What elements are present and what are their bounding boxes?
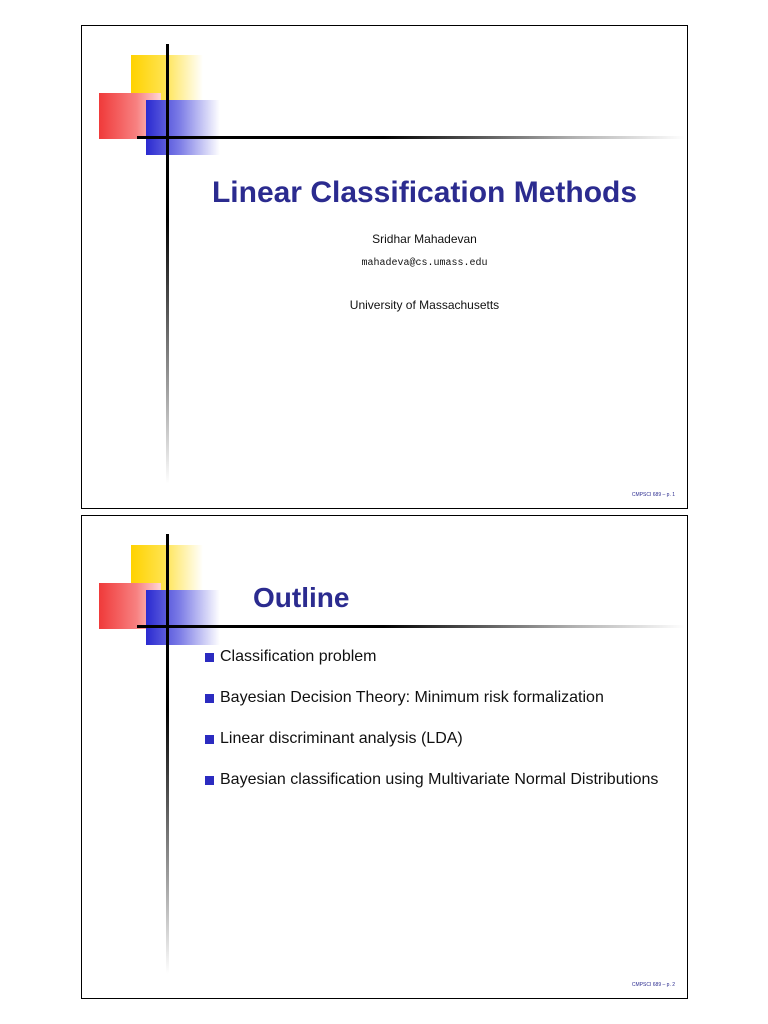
bullet-text: Linear discriminant analysis (LDA) [220, 730, 463, 747]
slide-1 [81, 25, 688, 509]
slide-footer: CMPSCI 689 – p. 2 [631, 982, 675, 988]
author-name: Sridhar Mahadevan [372, 232, 477, 246]
square-bullet-icon [205, 776, 214, 785]
bullet-item [205, 767, 680, 793]
affiliation: University of Massachusetts [349, 298, 500, 312]
blue-square-decoration [146, 100, 220, 155]
bullet-list [205, 644, 680, 808]
bullet-text: Bayesian Decision Theory: Minimum risk formalization [220, 689, 604, 706]
slide-title: Linear Classification Methods [211, 176, 638, 209]
bullet-text: Bayesian classification using Multivariate Normal Distributions [220, 771, 659, 788]
bullet-item [205, 726, 680, 752]
blue-square-decoration [146, 590, 220, 645]
bullet-item [205, 685, 680, 711]
horizontal-rule [137, 625, 685, 628]
vertical-rule [166, 534, 169, 974]
square-bullet-icon [205, 694, 214, 703]
slide-footer: CMPSCI 689 – p. 1 [631, 492, 675, 498]
horizontal-rule [137, 136, 685, 139]
bullet-text: Classification problem [220, 648, 377, 665]
slide-2 [81, 515, 688, 999]
slide-title: Outline [253, 582, 350, 613]
square-bullet-icon [205, 735, 214, 744]
author-email: mahadeva@cs.umass.edu [361, 258, 488, 269]
bullet-item [205, 644, 680, 670]
square-bullet-icon [205, 653, 214, 662]
